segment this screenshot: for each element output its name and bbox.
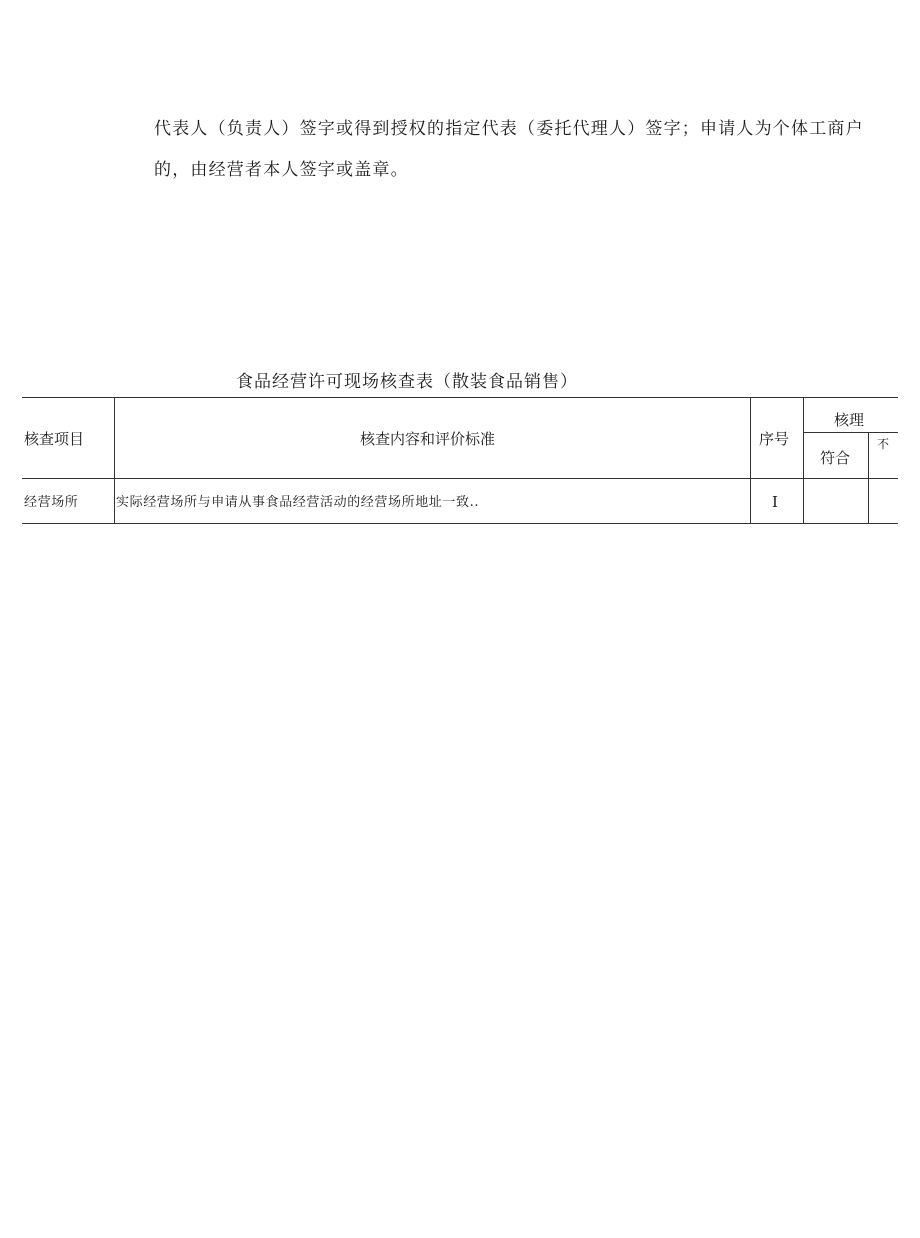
header-conform: 符合 xyxy=(820,449,851,467)
header-bottom-border xyxy=(22,478,898,479)
row-sequence-number: I xyxy=(772,493,778,511)
header-inspection-content: 核查内容和评价标准 xyxy=(360,430,496,448)
column-divider-content xyxy=(750,397,751,524)
column-divider-item xyxy=(114,397,115,524)
verify-header-divider xyxy=(803,432,898,433)
paragraph-line-2: 的，由经营者本人签字或盖章。 xyxy=(154,160,409,180)
column-divider-seq xyxy=(803,397,804,524)
row-inspection-content: 实际经营场所与申请从事食品经营活动的经营场所地址一致.. xyxy=(116,495,480,510)
paragraph-line-1: 代表人（负责人）签字或得到授权的指定代表（委托代理人）签字；申请人为个体工商户 xyxy=(154,119,864,139)
header-inspection-item: 核查项目 xyxy=(24,430,85,448)
column-divider-conform xyxy=(868,432,869,524)
table-top-border xyxy=(22,397,898,398)
header-verification: 核理 xyxy=(834,411,865,429)
header-nonconform: 不 xyxy=(877,437,890,451)
header-sequence-number: 序号 xyxy=(759,430,790,448)
row-inspection-item: 经营场所 xyxy=(24,495,79,510)
table-bottom-border xyxy=(22,523,898,524)
table-title: 食品经营许可现场核查表（散装食品销售） xyxy=(236,372,578,392)
